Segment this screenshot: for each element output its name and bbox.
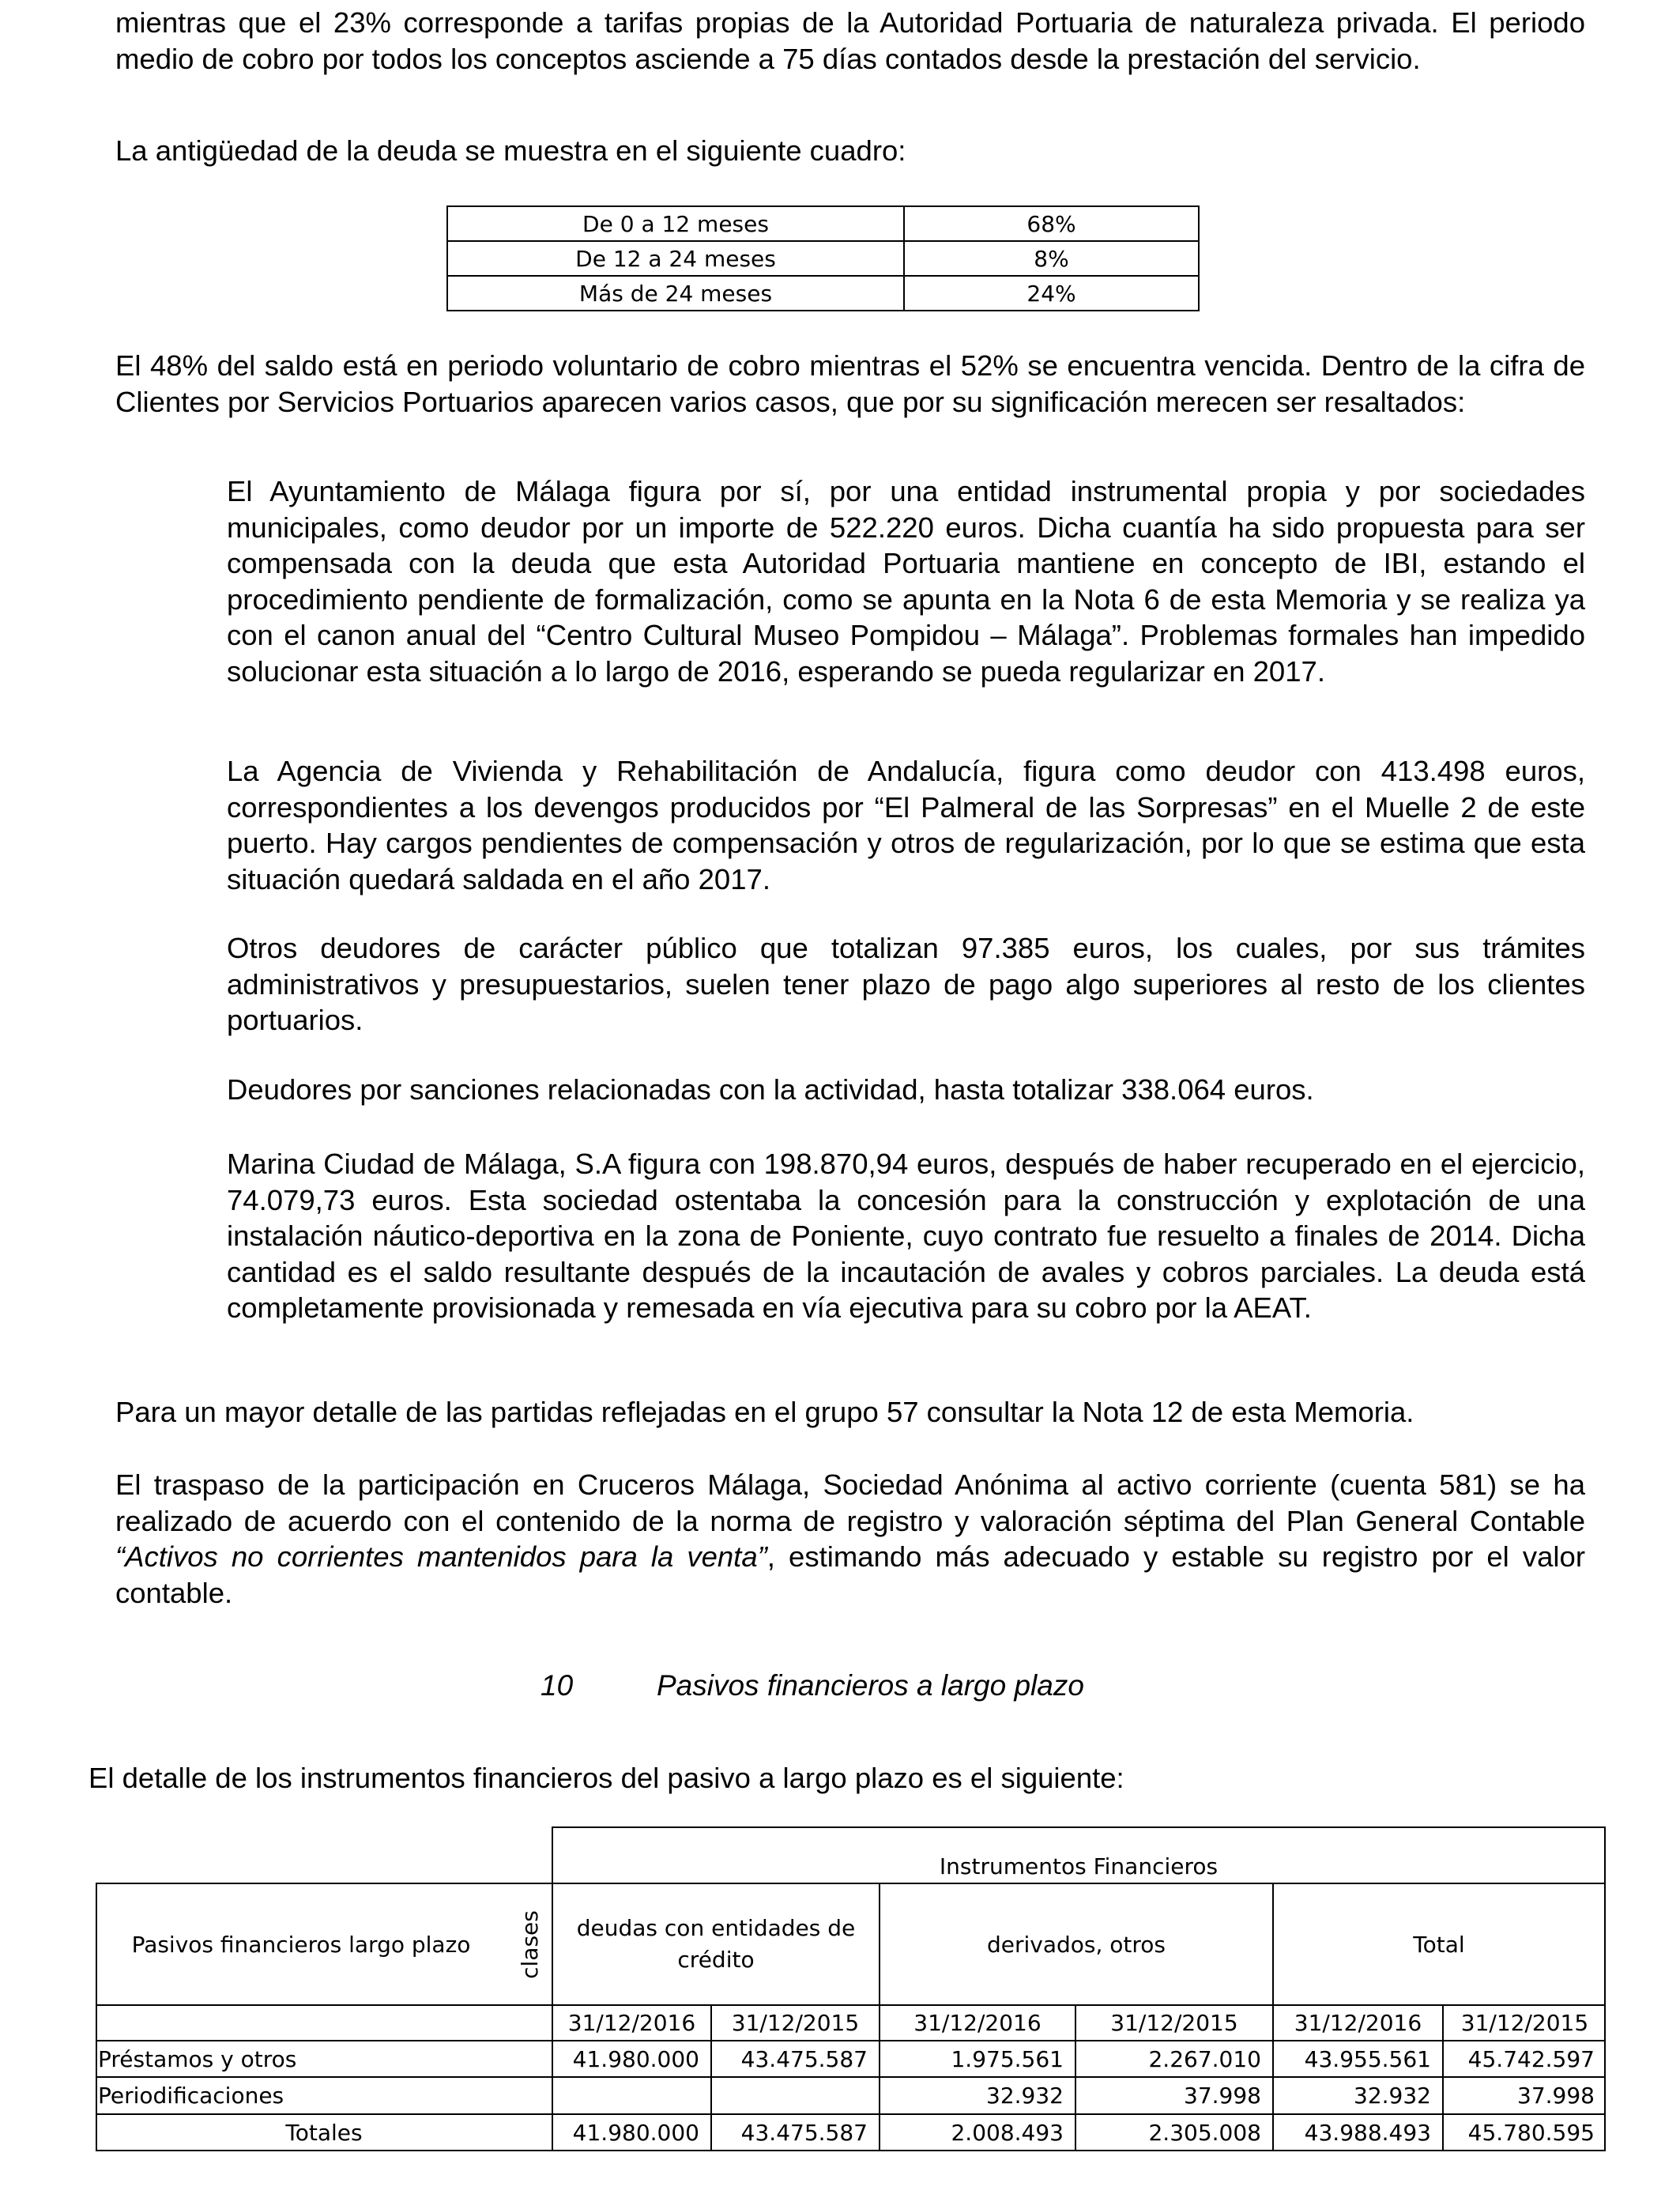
paragraph-otros-deudores: Otros deudores de carácter público que totalizan 97.385 euros, los cuales, por sus trámites administrativos y presupuestarios, suelen tener plazo de pago algo superiores al resto de los clientes portuarios. bbox=[227, 932, 1585, 1036]
section-title: Pasivos financieros a largo plazo bbox=[657, 1669, 1084, 1702]
paragraph-marina: Marina Ciudad de Málaga, S.A figura con 198.870,94 euros, después de haber recuperado en el ejercicio, 74.079,73 euros. Esta sociedad ostentaba la concesión para la construcción y explotación de una instalación náutico-deportiva en la zona de Poniente, cuyo contrato fue resuelto a finales de 2014. Dicha cantidad es el saldo resultante después de la incautación de avales y cobros parciales. La deuda está completamente provisionada y remesada en vía ejecutiva para su cobro por la AEAT. bbox=[227, 1148, 1585, 1324]
row-label: Periodificaciones bbox=[98, 2083, 284, 2109]
aging-percent-cell: 24% bbox=[904, 276, 1199, 311]
value-cell: 43.475.587 bbox=[740, 2120, 868, 2146]
col-derivados: derivados, otros bbox=[986, 1931, 1166, 1958]
date-header: 31/12/2016 bbox=[1294, 2010, 1422, 2036]
value-cell: 2.008.493 bbox=[951, 2120, 1064, 2146]
aging-period-cell: De 12 a 24 meses bbox=[447, 241, 904, 276]
date-header: 31/12/2015 bbox=[1460, 2010, 1589, 2036]
paragraph-cruceros bbox=[115, 1467, 1585, 1611]
value-cell: 41.980.000 bbox=[572, 2045, 699, 2072]
value-cell: 32.932 bbox=[1354, 2083, 1431, 2109]
aging-period-cell: De 0 a 12 meses bbox=[447, 206, 904, 241]
value-cell bbox=[712, 2078, 879, 2113]
table-row bbox=[447, 241, 1199, 276]
paragraph-liabilities-intro: El detalle de los instrumentos financieros del pasivo a largo plazo es el siguiente: bbox=[89, 1762, 1124, 1794]
paragraph-cruceros-part: El traspaso de la participación en Cruceros Málaga, Sociedad Anónima al activo corriente (cuenta 581) se ha realizado de acuerdo con el contenido de la norma de registro y valoración séptima del Plan General Contable bbox=[115, 1468, 1585, 1537]
value-cell: 32.932 bbox=[986, 2083, 1064, 2109]
paragraph-debt-age-intro: La antigüedad de la deuda se muestra en el siguiente cuadro: bbox=[115, 134, 906, 167]
value-cell: 45.742.597 bbox=[1467, 2045, 1595, 2072]
paragraph-balance-status: El 48% del saldo está en periodo voluntario de cobro mientras el 52% se encuentra vencida. Dentro de la cifra de Clientes por Servicios Portuarios aparecen varios casos, que por su significación merecen ser resaltados: bbox=[115, 349, 1585, 418]
col-deudas: deudas con entidades de crédito bbox=[576, 1915, 856, 1973]
col-total: Total bbox=[1413, 1931, 1465, 1958]
value-cell: 45.780.595 bbox=[1467, 2120, 1595, 2146]
paragraph-collection-period: mientras que el 23% corresponde a tarifas propias de la Autoridad Portuaria de naturaleza privada. El periodo medio de cobro por todos los conceptos asciende a 75 días contados desde la prestación del servicio. bbox=[115, 6, 1585, 75]
paragraph-ayuntamiento: El Ayuntamiento de Málaga figura por sí, por una entidad instrumental propia y por sociedades municipales, como deudor por un importe de 522.220 euros. Dicha cuantía ha sido propuesta para ser compensada con la deuda que esta Autoridad Portuaria mantiene en concepto de IBI, estando el procedimiento pendiente de formalización, como se apunta en la Nota 6 de esta Memoria y se realiza ya con el canon anual del “Centro Cultural Museo Pompidou – Málaga”. Problemas formales han impedido solucionar esta situación a lo largo de 2016, esperando se pueda regularizar en 2017. bbox=[227, 475, 1585, 688]
group-header: Instrumentos Financieros bbox=[939, 1853, 1219, 1879]
value-cell: 2.267.010 bbox=[1148, 2045, 1261, 2072]
value-cell bbox=[553, 2078, 710, 2113]
value-cell: 1.975.561 bbox=[951, 2045, 1064, 2072]
paragraph-cruceros-italic: “Activos no corrientes mantenidos para la venta” bbox=[115, 1540, 767, 1573]
date-header: 31/12/2016 bbox=[913, 2010, 1042, 2036]
paragraph-agencia-vivienda: La Agencia de Vivienda y Rehabilitación de Andalucía, figura como deudor con 413.498 euros, correspondientes a los devengos producidos por “El Palmeral de las Sorpresas” en el Muelle 2 de este puerto. Hay cargos pendientes de compensación y otros de regularización, por lo que se estima que esta situación quedará saldada en el año 2017. bbox=[227, 755, 1585, 895]
row-header: Pasivos financieros largo plazo bbox=[131, 1931, 471, 1958]
aging-percent-cell: 8% bbox=[904, 241, 1199, 276]
value-cell: 43.955.561 bbox=[1304, 2045, 1431, 2072]
table-row bbox=[447, 276, 1199, 311]
aging-percent-cell: 68% bbox=[904, 206, 1199, 241]
date-header: 31/12/2016 bbox=[567, 2010, 696, 2036]
row-label: Préstamos y otros bbox=[98, 2045, 297, 2072]
value-cell: 2.305.008 bbox=[1148, 2120, 1261, 2146]
date-header: 31/12/2015 bbox=[1110, 2010, 1238, 2036]
totals-label: Totales bbox=[285, 2120, 363, 2146]
value-cell: 37.998 bbox=[1184, 2083, 1261, 2109]
clases-label-wrap bbox=[507, 1883, 553, 2006]
aging-period-cell: Más de 24 meses bbox=[447, 276, 904, 311]
section-number: 10 bbox=[541, 1669, 574, 1702]
paragraph-sanciones: Deudores por sanciones relacionadas con la actividad, hasta totalizar 338.064 euros. bbox=[227, 1073, 1314, 1106]
table-row bbox=[447, 206, 1199, 241]
value-cell: 37.998 bbox=[1517, 2083, 1595, 2109]
date-header: 31/12/2015 bbox=[731, 2010, 860, 2036]
paragraph-cruceros-end: , estimando más adecuado y estable su registro por el valor contable. bbox=[115, 1540, 1585, 1609]
clases-label: clases bbox=[517, 1909, 544, 1979]
debt-age-table bbox=[446, 205, 1200, 311]
value-cell: 41.980.000 bbox=[572, 2120, 699, 2146]
value-cell: 43.988.493 bbox=[1304, 2120, 1431, 2146]
value-cell: 43.475.587 bbox=[740, 2045, 868, 2072]
paragraph-grupo-57: Para un mayor detalle de las partidas reflejadas en el grupo 57 consultar la Nota 12 de esta Memoria. bbox=[115, 1396, 1414, 1428]
